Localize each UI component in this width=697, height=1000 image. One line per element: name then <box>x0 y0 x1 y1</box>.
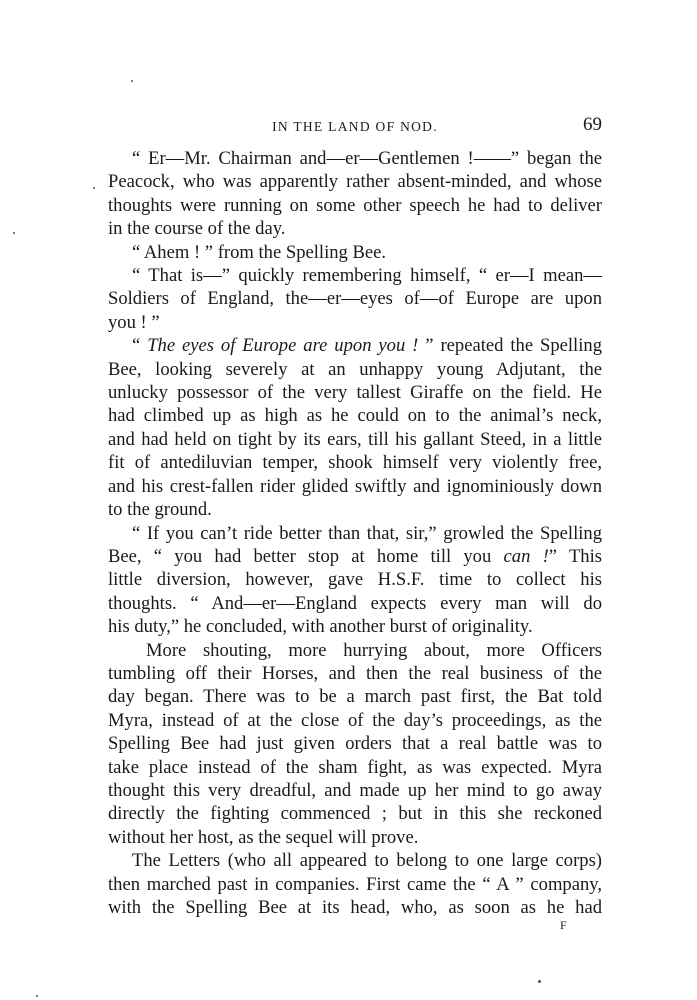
line-head: Bee, “ you had better stop at home till you <box>108 545 504 567</box>
paragraph-1 <box>108 147 602 241</box>
text-line: had climbed up as high as he could on to the animal’s neck, <box>108 405 602 427</box>
text-line: in the course of the day. <box>108 218 286 240</box>
signature-mark: F <box>560 918 568 932</box>
text-line: day began. There was to be a march past first, the Bat told <box>108 686 602 708</box>
text-line: “ Ahem ! ” from the Spelling Bee. <box>132 241 387 263</box>
paragraph-2 <box>108 241 602 264</box>
text-line: Peacock, who was apparently rather absent-minded, and whose <box>108 171 602 193</box>
text-line: to the ground. <box>108 499 212 521</box>
text-line: with the Spelling Bee at its head, who, as soon as he had <box>108 897 602 918</box>
text-line: thoughts. “ And—er—England expects every man will do <box>108 592 602 614</box>
text-line: Myra, instead of at the close of the day’s proceedings, as the <box>108 709 602 731</box>
text-line <box>108 334 602 357</box>
italic-word: can ! <box>503 545 549 567</box>
page-number: 69 <box>583 114 602 135</box>
body-text <box>108 147 602 919</box>
paragraph-5 <box>108 522 602 639</box>
paper-speck <box>36 995 38 997</box>
text-line: fit of antediluvian temper, shook himself very violently free, <box>108 452 602 474</box>
text-line: unlucky possessor of the very tallest Giraffe on the field. He <box>108 382 602 404</box>
text-line: his duty,” he concluded, with another burst of originality. <box>108 616 533 638</box>
text-line: thoughts were running on some other speech he had to deliver <box>108 194 602 216</box>
running-head <box>108 112 602 142</box>
text-line: Bee, looking severely at an unhappy young Adjutant, the <box>108 358 602 380</box>
paper-speck <box>131 80 133 82</box>
text-line: “ Er—Mr. Chairman and—er—Gentlemen !——” began the <box>132 148 602 169</box>
text-line: you ! ” <box>108 311 160 333</box>
text-line: and had held on tight by its ears, till his gallant Steed, in a little <box>108 428 602 450</box>
text-line: take place instead of the sham fight, as was expected. Myra <box>108 756 602 778</box>
text-line: The Letters (who all appeared to belong to one large corps) <box>132 850 602 872</box>
line-tail: ” This <box>548 545 603 567</box>
running-title: IN THE LAND OF NOD. <box>272 119 438 134</box>
text-line: and his crest-fallen rider glided swiftly and ignominiously down <box>108 475 602 497</box>
text-line: tumbling off their Horses, and then the real business of the <box>108 662 602 684</box>
text-line: thought this very dreadful, and made up her mind to go away <box>108 779 602 801</box>
text-line: Soldiers of England, the—er—eyes of—of Europe are upon <box>108 288 602 310</box>
paragraph-7 <box>108 849 602 919</box>
paper-speck <box>13 232 15 234</box>
paragraph-6 <box>108 639 602 850</box>
paper-speck <box>538 980 541 983</box>
line-tail: ” repeated the Spelling <box>418 335 602 357</box>
text-line: “ That is—” quickly remembering himself, “ er—I mean— <box>132 265 602 287</box>
text-line: then marched past in companies. First came the “ A ” company, <box>108 873 602 895</box>
paragraph-3 <box>108 264 602 334</box>
text-line: without her host, as the sequel will prove. <box>108 826 419 848</box>
paper-speck <box>93 187 95 189</box>
text-line: directly the fighting commenced ; but in this she reckoned <box>108 803 602 825</box>
paragraph-4 <box>108 334 602 521</box>
text-line: More shouting, more hurrying about, more Officers <box>146 639 602 661</box>
text-line: Spelling Bee had just given orders that a real battle was to <box>108 733 602 755</box>
text-line: “ If you can’t ride better than that, sir,” growled the Spelling <box>132 522 602 544</box>
text-line <box>108 545 602 568</box>
italic-quote: The eyes of Europe are upon you ! <box>147 335 419 357</box>
open-quote: “ <box>132 335 148 357</box>
text-line: little diversion, however, gave H.S.F. time to collect his <box>108 569 602 591</box>
